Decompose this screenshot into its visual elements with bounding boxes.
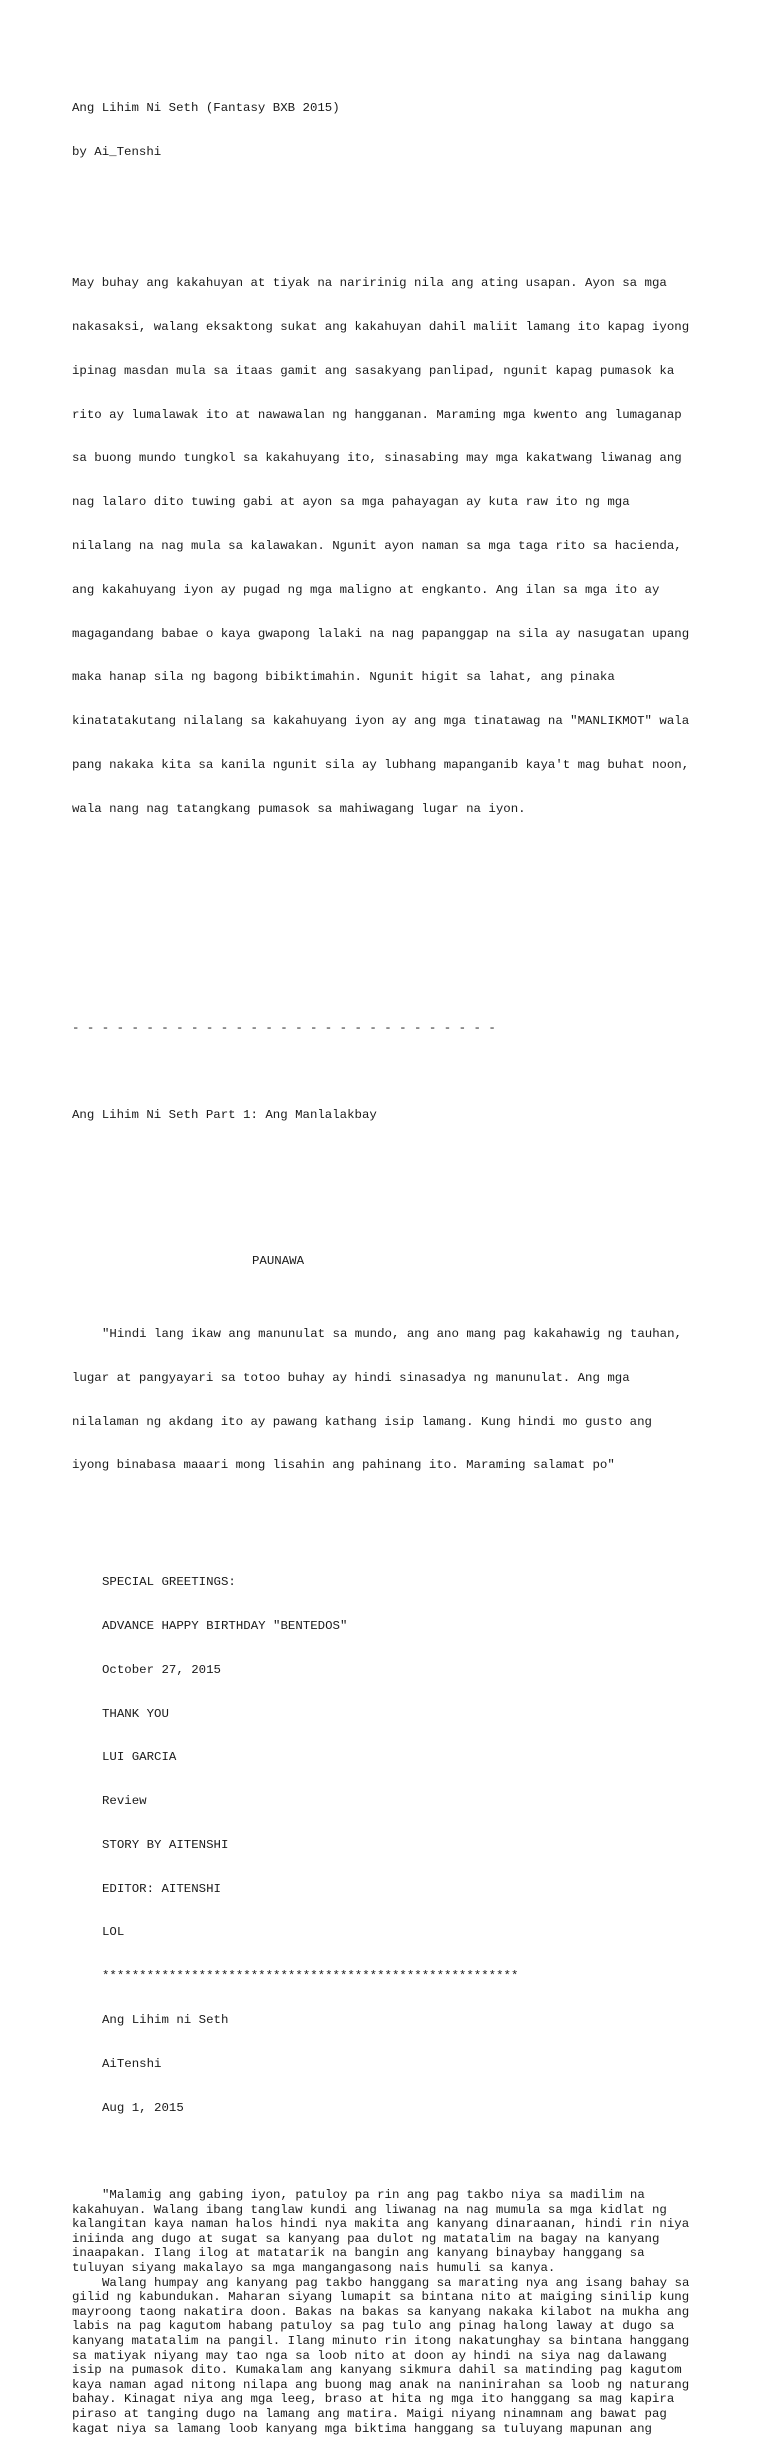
story-body bbox=[72, 2188, 732, 2436]
intro-line: May buhay ang kakahuyan at tiyak na naririnig nila ang ating usapan. Ayon sa mga bbox=[72, 276, 667, 291]
credits-block bbox=[72, 1546, 732, 2144]
part-title: Ang Lihim Ni Seth Part 1: Ang Manlalakbay bbox=[72, 1108, 377, 1123]
story-line: inaapakan. Ilang ilog at matatarik na bangin ang kanyang binaybay hanggang sa bbox=[72, 2246, 645, 2261]
intro-line: pang nakaka kita sa kanila ngunit sila ay lubhang mapanganib kaya't mag buhat noon, bbox=[72, 757, 690, 772]
intro-line: kinatatakutang nilalang sa kakahuyang iyon ay ang mga tinatawag na "MANLIKMOT" wala bbox=[72, 714, 690, 729]
intro-line: sa buong mundo tungkol sa kakahuyang ito, sinasabing may mga kakatwang liwanag ang bbox=[72, 451, 682, 466]
intro-line: nakasaksi, walang eksaktong sukat ang kakahuyan dahil maliit lamang ito kapag iyong bbox=[72, 320, 690, 335]
story-line: kagat niya sa lamang loob kanyang mga biktima hanggang sa tuluyang mapunan ang bbox=[72, 2421, 652, 2436]
document-title: Ang Lihim Ni Seth (Fantasy BXB 2015) bbox=[72, 101, 340, 116]
document-author: by Ai_Tenshi bbox=[72, 144, 162, 159]
intro-line: ang kakahuyang iyon ay pugad ng mga maligno at engkanto. Ang ilan sa mga ito ay bbox=[72, 582, 660, 597]
credit-line: Aug 1, 2015 bbox=[102, 2100, 184, 2115]
notice-line: "Hindi lang ikaw ang manunulat sa mundo, ang ano mang pag kakahawig ng tauhan, bbox=[102, 1327, 682, 1342]
credit-line: Ang Lihim ni Seth bbox=[102, 2012, 229, 2027]
intro-line: magagandang babae o kaya gwapong lalaki na nag papanggap na sila ay nasugatan upang bbox=[72, 626, 690, 641]
intro-paragraph bbox=[72, 247, 732, 845]
story-line: mayroong taong nakatira doon. Bakas na bakas sa kanyang nakaka kilabot na mukha ang bbox=[72, 2304, 690, 2319]
intro-line: rito ay lumalawak ito at nawawalan ng hangganan. Maraming mga kwento ang lumaganap bbox=[72, 407, 682, 422]
intro-line: nag lalaro dito tuwing gabi at ayon sa mga pahayagan ay kuta raw ito ng mga bbox=[72, 495, 630, 510]
story-line: bahay. Kinagat niya ang mga leeg, braso at hita ng mga ito hanggang sa mag kapira bbox=[72, 2392, 675, 2407]
story-line: kakahuyan. Walang ibang tanglaw kundi ang liwanag na nag mumula sa mga kidlat ng bbox=[72, 2202, 667, 2217]
notice-heading: PAUNAWA bbox=[252, 1254, 305, 1269]
credit-line: ADVANCE HAPPY BIRTHDAY "BENTEDOS" bbox=[102, 1618, 348, 1633]
notice-line: iyong binabasa maaari mong lisahin ang pahinang ito. Maraming salamat po" bbox=[72, 1458, 615, 1473]
intro-line: maka hanap sila ng bagong bibiktimahin. Ngunit higit sa lahat, ang pinaka bbox=[72, 670, 615, 685]
intro-line: nilalang na nag mula sa kalawakan. Ngunit ayon naman sa mga taga rito sa hacienda, bbox=[72, 539, 682, 553]
story-line: iniinda ang dugo at sugat sa kanyang paa dulot ng matatalim na bagay na kanyang bbox=[72, 2231, 660, 2246]
story-line: tuluyan siyang makalayo sa mga mangangasong nais humuli sa kanya. bbox=[72, 2261, 556, 2276]
document-page bbox=[72, 72, 732, 2451]
credit-line: EDITOR: AITENSHI bbox=[102, 1881, 221, 1896]
intro-line: ipinag masdan mula sa itaas gamit ang sasakyang panlipad, ngunit kapag pumasok ka bbox=[72, 363, 675, 378]
spacer bbox=[72, 889, 732, 933]
story-line: "Malamig ang gabing iyon, patuloy pa rin ang pag takbo niya sa madilim na bbox=[102, 2188, 645, 2203]
credit-line: LUI GARCIA bbox=[102, 1750, 177, 1765]
credit-line: LOL bbox=[102, 1925, 125, 1940]
story-line: isip na pumasok dito. Kumakalam ang kanyang sikmura dahil sa matinding pag kagutom bbox=[72, 2363, 682, 2378]
credit-line: STORY BY AITENSHI bbox=[102, 1837, 229, 1852]
spacer bbox=[72, 1152, 732, 1167]
spacer bbox=[72, 962, 732, 977]
credit-line: THANK YOU bbox=[102, 1706, 169, 1721]
story-line: piraso at tanging dugo na lamang ang matira. Maigi niyang ninamnam ang bawat pag bbox=[72, 2407, 667, 2422]
notice-line: lugar at pangyayari sa totoo buhay ay hindi sinasadya ng manunulat. Ang mga bbox=[72, 1370, 630, 1385]
credit-line: SPECIAL GREETINGS: bbox=[102, 1575, 236, 1590]
story-line: Walang humpay ang kanyang pag takbo hanggang sa marating nya ang isang bahay sa bbox=[102, 2275, 690, 2290]
story-line: kanyang matatalim na pangil. Ilang minuto rin itong nakatunghay sa bintana hanggang bbox=[72, 2334, 690, 2349]
spacer bbox=[72, 1196, 732, 1211]
story-line: kalangitan kaya naman halos hindi nya makita ang kanyang dinaraanan, hindi rin niya bbox=[72, 2217, 690, 2232]
credit-line: October 27, 2015 bbox=[102, 1662, 221, 1677]
credit-line: Review bbox=[102, 1794, 147, 1809]
spacer bbox=[72, 1064, 732, 1079]
story-line: gilid ng kabundukan. Maharan siyang lumapit sa bintana nito at maiging sinilip kung bbox=[72, 2290, 690, 2305]
story-line: kaya naman agad nitong nilapa ang buong mag anak na naninirahan sa loob ng naturang bbox=[72, 2377, 690, 2392]
asterisk-divider: ******************************************************** bbox=[102, 1969, 519, 1984]
notice-line: nilalaman ng akdang ito ay pawang kathang isip lamang. Kung hindi mo gusto ang bbox=[72, 1414, 652, 1429]
intro-line: wala nang nag tatangkang pumasok sa mahiwagang lugar na iyon. bbox=[72, 801, 526, 816]
notice-paragraph bbox=[72, 1298, 732, 1502]
section-separator: - - - - - - - - - - - - - - - - - - - - - - - - - - - - - bbox=[72, 1020, 496, 1035]
story-line: sa matiyak niyang may tao nga sa loob nito at doon ay hindi na siya nag dalawang bbox=[72, 2348, 667, 2363]
credit-line: AiTenshi bbox=[102, 2056, 162, 2071]
story-line: labis na pag kagutom habang patuloy sa pag tulo ang pinag halong laway at dugo sa bbox=[72, 2319, 675, 2334]
spacer bbox=[72, 189, 732, 204]
